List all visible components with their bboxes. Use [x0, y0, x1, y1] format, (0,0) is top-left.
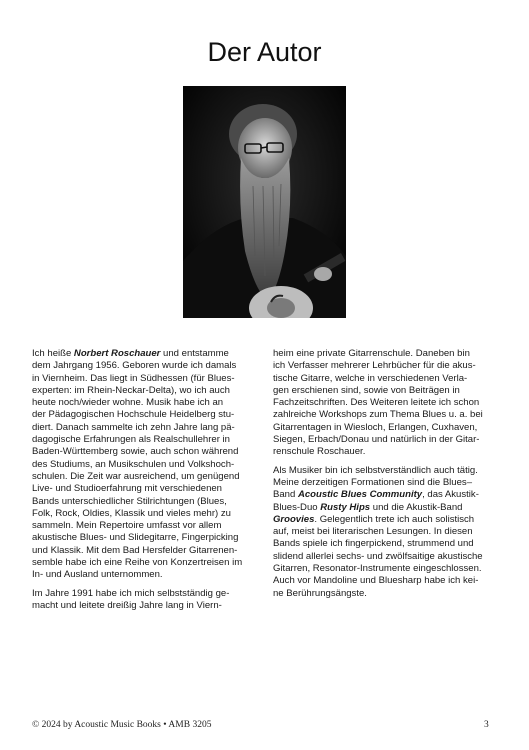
author-name: Norbert Roschauer — [73, 348, 161, 359]
text-line: heim eine private Gitarrenschule. Daneben bin — [273, 348, 470, 359]
text-line: der Pädagogischen Hochschule Heidelberg stu- — [32, 409, 235, 421]
text-line: Gitarren, Resonator-Instrumente eingeschlossen. — [273, 563, 482, 575]
text-line: tische Gitarre, welche in verschiedenen Verla- — [273, 372, 468, 384]
bio-paragraph-2 — [32, 588, 248, 613]
page-title: Der Autor — [207, 37, 322, 67]
text-run: Ich heiße — [32, 348, 74, 359]
text-line: dem Jahrgang 1956. Geboren wurde ich damals — [32, 360, 237, 372]
right-column — [273, 348, 491, 606]
text-line: heute noch/wieder wohne. Musik habe ich an — [32, 397, 224, 409]
band-name: Acoustic Blues Community — [297, 489, 423, 501]
text-line: Meine derzeitigen Formationen sind die Blues– — [273, 476, 473, 488]
text-line: Im Jahre 1991 habe ich mich selbstständig ge- — [32, 587, 230, 599]
text-line — [32, 348, 248, 360]
text-run: Band — [273, 489, 298, 501]
text-line: slidend allerlei sechs- und zwölfsaitige akustische — [273, 550, 483, 562]
text-line: schulen. Die Zeit war ausreichend, um genügend — [32, 470, 240, 482]
text-line: In- und Ausland unternommen. — [32, 569, 163, 581]
text-line: zahlreiche Workshops zum Thema Blues u. a. bei — [273, 409, 483, 421]
text-line: Siegen, Erbach/Donau und natürlich in der Gitar- — [273, 434, 480, 446]
text-line: und Klassik. Mit dem Bad Hersfelder Gitarrenen- — [32, 544, 238, 556]
text-line: ne Berührungsängste. — [273, 587, 367, 599]
text-line: Bands spiele ich fingerpickend, strummend und — [273, 538, 474, 550]
author-portrait-icon — [183, 86, 346, 318]
text-line: Bands unterschiedlicher Stilrichtungen (Blues, — [32, 495, 227, 507]
text-line: des Studiums, an Musikschulen und Volkshoch- — [32, 458, 235, 470]
left-column — [32, 348, 248, 618]
bio-paragraph-1 — [32, 348, 248, 582]
footer-copyright: © 2024 by Acoustic Music Books • AMB 3205 — [32, 720, 212, 730]
text-run: , das Akustik- — [422, 489, 479, 501]
band-name: Groovies — [273, 513, 315, 525]
text-line: diert. Danach sammelte ich zehn Jahre lang pä- — [32, 421, 235, 433]
bio-paragraph-4 — [273, 465, 491, 600]
text-run: Blues-Duo — [273, 501, 321, 513]
text-line: Auch vor Mandoline und Bluesharp habe ich kei- — [273, 575, 479, 587]
text-line: akustische Blues- und Slidegitarre, Fingerpicking — [32, 532, 239, 544]
text-line: Fachzeitschriften. Des Weiteren leitete ich schon — [273, 397, 480, 409]
text-line — [273, 489, 491, 501]
text-line: Baden-Württemberg sowie, auch schon während — [32, 446, 239, 458]
text-line: Folk, Rock, Oldies, Klassik und vieles mehr) zu — [32, 507, 231, 519]
band-name: Rusty Hips — [320, 501, 371, 513]
bio-paragraph-3 — [273, 348, 491, 459]
page-number: 3 — [484, 720, 489, 730]
text-line: renschule Roschauer. — [273, 446, 366, 458]
text-line: Gitarrentagen in Wiesloch, Erlangen, Cuxhaven, — [273, 421, 478, 433]
text-line: dagogische Erfahrungen als Realschullehrer in — [32, 434, 230, 446]
text-line — [273, 502, 491, 514]
text-line: gen erschienen sind, sowie von Beiträgen in — [273, 384, 460, 396]
text-run: und entstamme — [160, 348, 229, 359]
text-line: Live- und Studioerfahrung mit verschiedenen — [32, 483, 222, 495]
text-line: semble habe ich eine Reihe von Konzertreisen im — [32, 557, 243, 569]
text-line — [273, 514, 491, 526]
text-line: ich Verfasser mehrerer Lehrbücher für die akus- — [273, 360, 476, 372]
text-line: in Viernheim. Das liegt in Südhessen (für Blues- — [32, 372, 235, 384]
text-line: macht und leitete dreißig Jahre lang in Viern- — [32, 599, 222, 611]
text-run: . Gelegentlich trete ich auch solistisch — [314, 513, 475, 525]
text-line: sammeln. Mein Repertoire umfasst vor allem — [32, 520, 222, 532]
text-line: Als Musiker bin ich selbstverständlich auch tätig. — [273, 464, 478, 476]
text-line: experten: im Rhein-Neckar-Delta), wo ich auch — [32, 384, 230, 396]
text-line: auf, meist bei literarischen Lesungen. In diesen — [273, 526, 473, 538]
text-run: und die Akustik-Band — [370, 501, 463, 513]
